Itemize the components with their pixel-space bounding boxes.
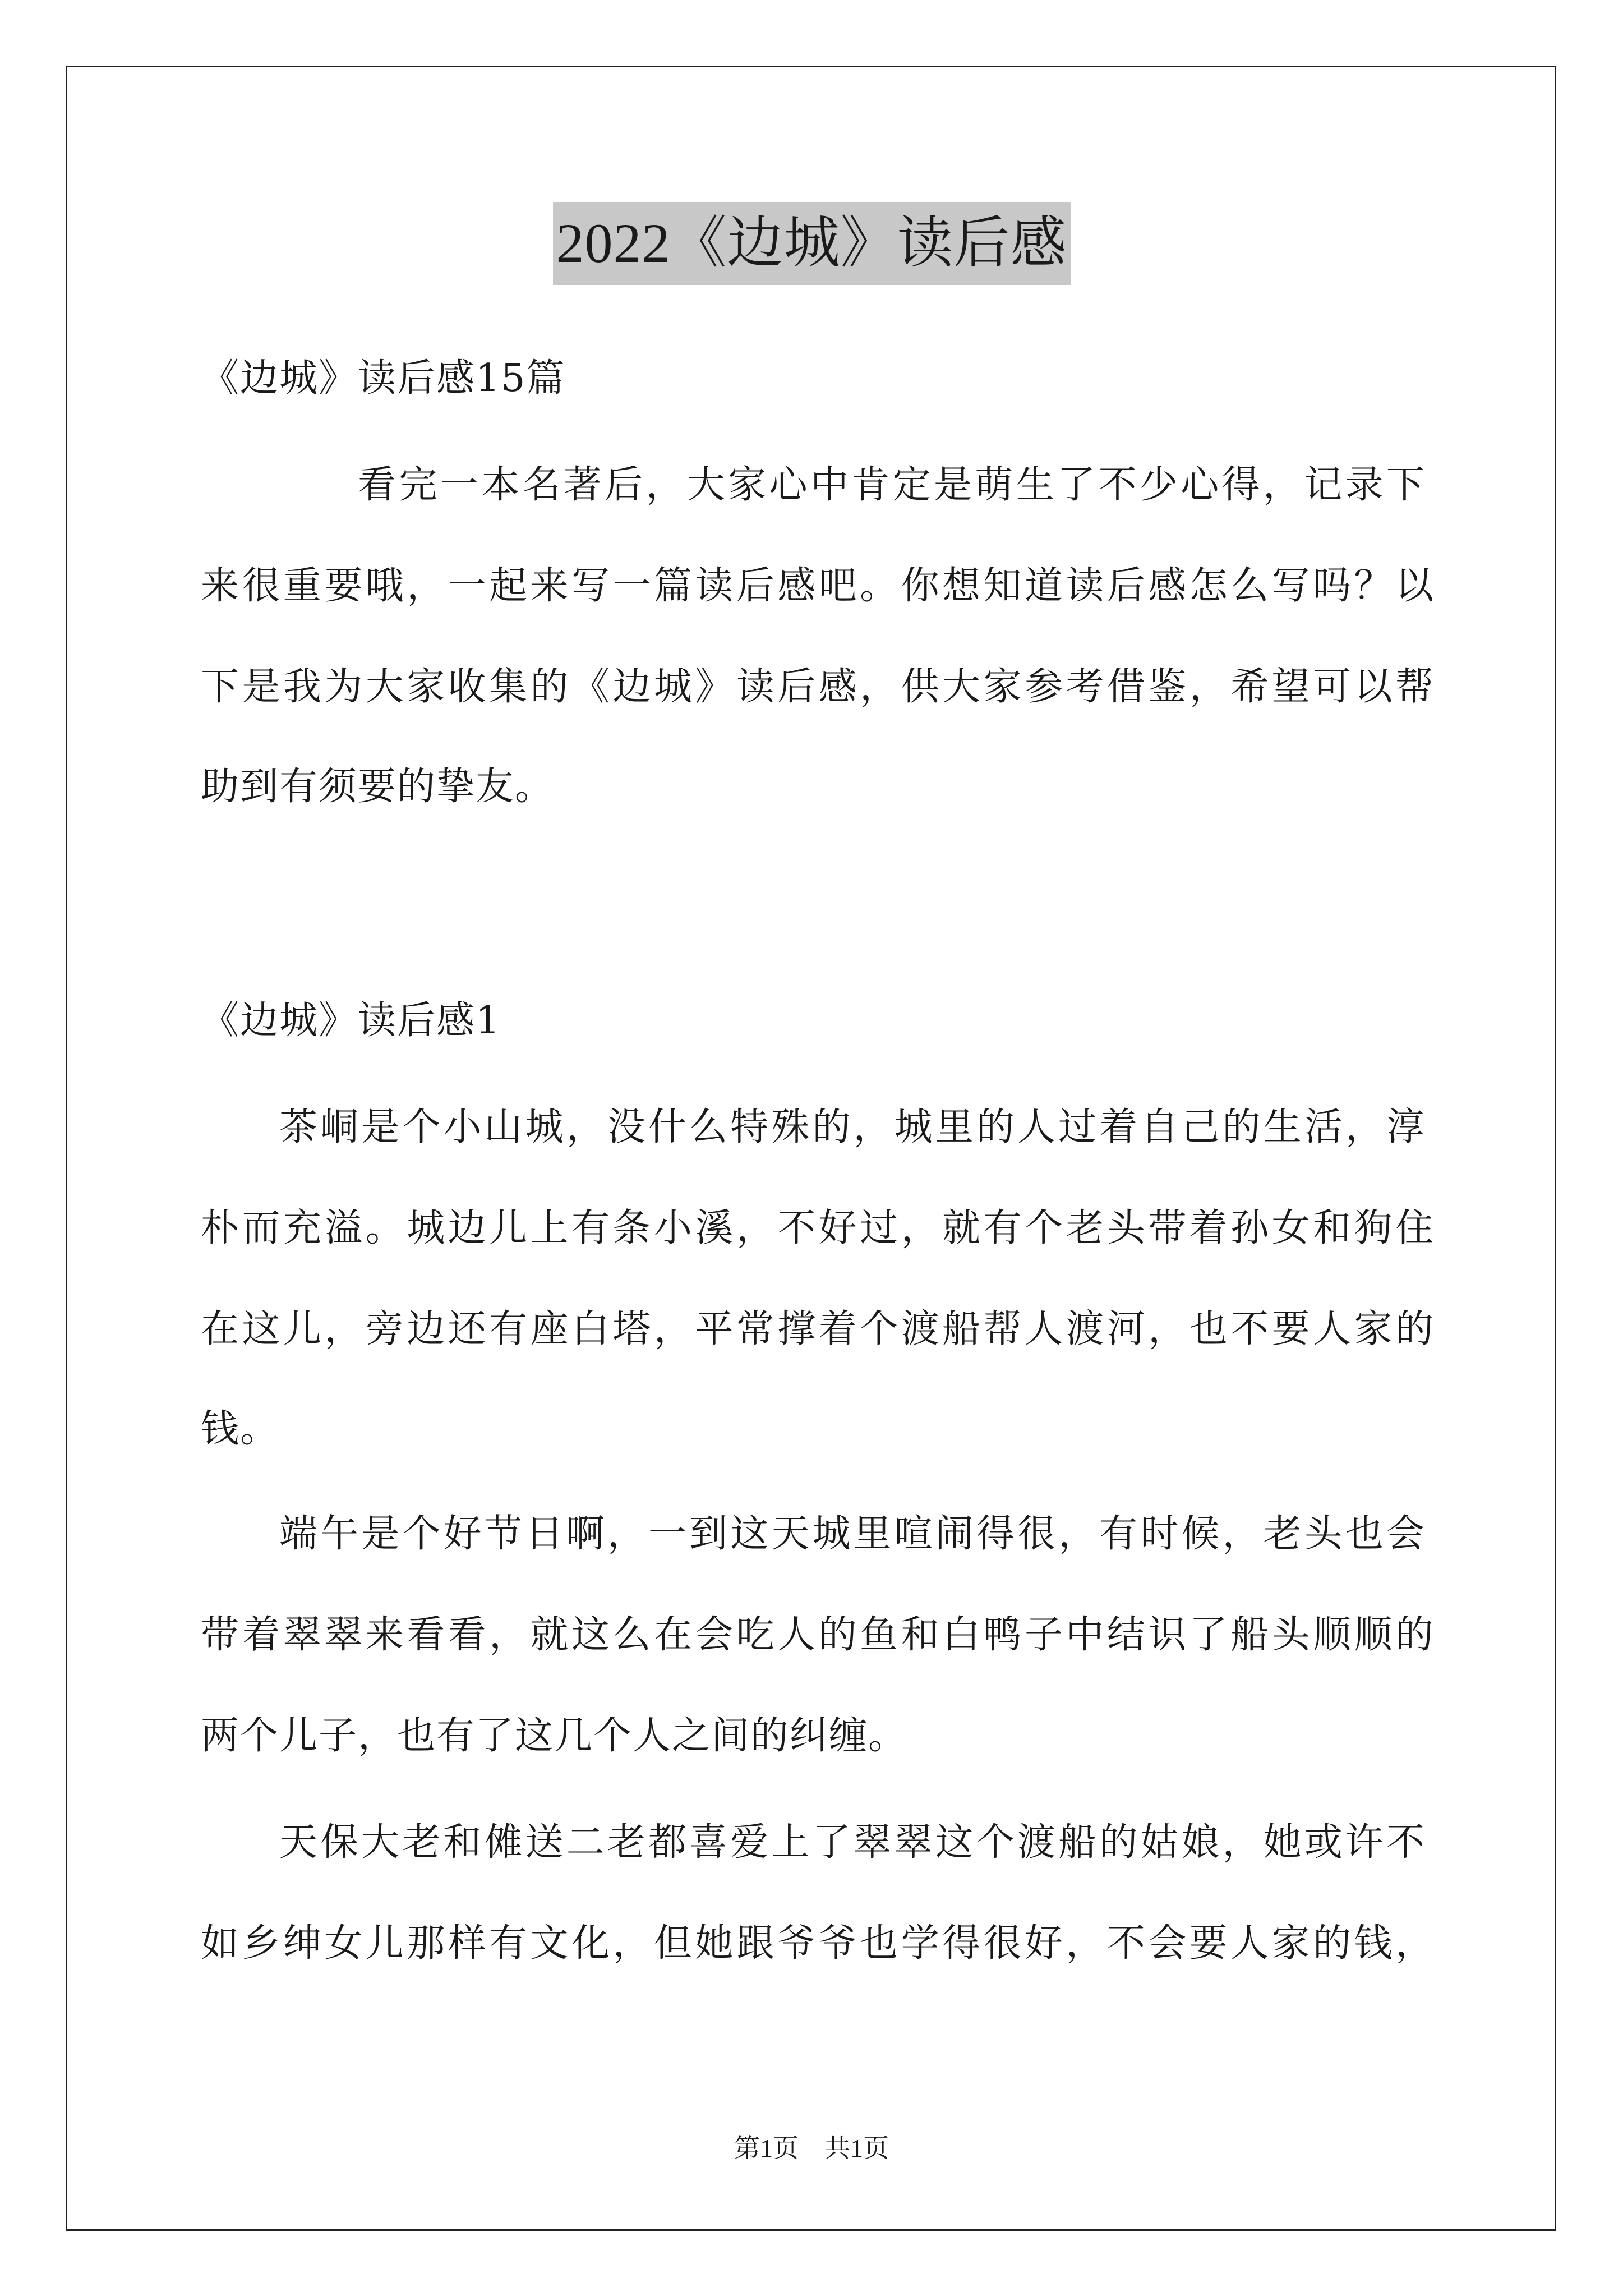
section-heading: 《边城》读后感1 [201, 999, 501, 1043]
title-container [0, 202, 1623, 285]
paragraph-line: 钱。 [201, 1407, 280, 1451]
page-footer: 第1页 共1页 [734, 2134, 889, 2162]
subtitle: 《边城》读后感15篇 [201, 356, 566, 401]
intro-line: 助到有须要的挚友。 [201, 765, 555, 809]
paragraph-line: 两个儿子，也有了这几个人之间的纠缠。 [201, 1714, 908, 1758]
paragraph-line: 天保大老和傩送二老都喜爱上了翠翠这个渡船的姑娘，她或许不 [279, 1820, 1426, 1865]
intro-line: 看完一本名著后，大家心中肯定是萌生了不少心得，记录下 [358, 463, 1426, 507]
intro-line: 来很重要哦，一起来写一篇读后感吧。你想知道读后感怎么写吗？以 [201, 564, 1435, 608]
paragraph-line: 在这儿，旁边还有座白塔，平常撑着个渡船帮人渡河，也不要人家的 [201, 1307, 1435, 1351]
intro-line: 下是我为大家收集的《边城》读后感，供大家参考借鉴，希望可以帮 [201, 665, 1435, 709]
document-title: 2022《边城》读后感 [553, 202, 1071, 285]
paragraph-line: 朴而充溢。城边儿上有条小溪，不好过，就有个老头带着孙女和狗住 [201, 1206, 1435, 1250]
paragraph-line: 端午是个好节日啊，一到这天城里喧闹得很，有时候，老头也会 [279, 1512, 1426, 1556]
paragraph-line: 茶峒是个小山城，没什么特殊的，城里的人过着自己的生活，淳 [279, 1105, 1426, 1149]
paragraph-line: 带着翠翠来看看，就这么在会吃人的鱼和白鸭子中结识了船头顺顺的 [201, 1613, 1435, 1657]
paragraph-line: 如乡绅女儿那样有文化，但她跟爷爷也学得很好，不会要人家的钱， [201, 1921, 1435, 1966]
